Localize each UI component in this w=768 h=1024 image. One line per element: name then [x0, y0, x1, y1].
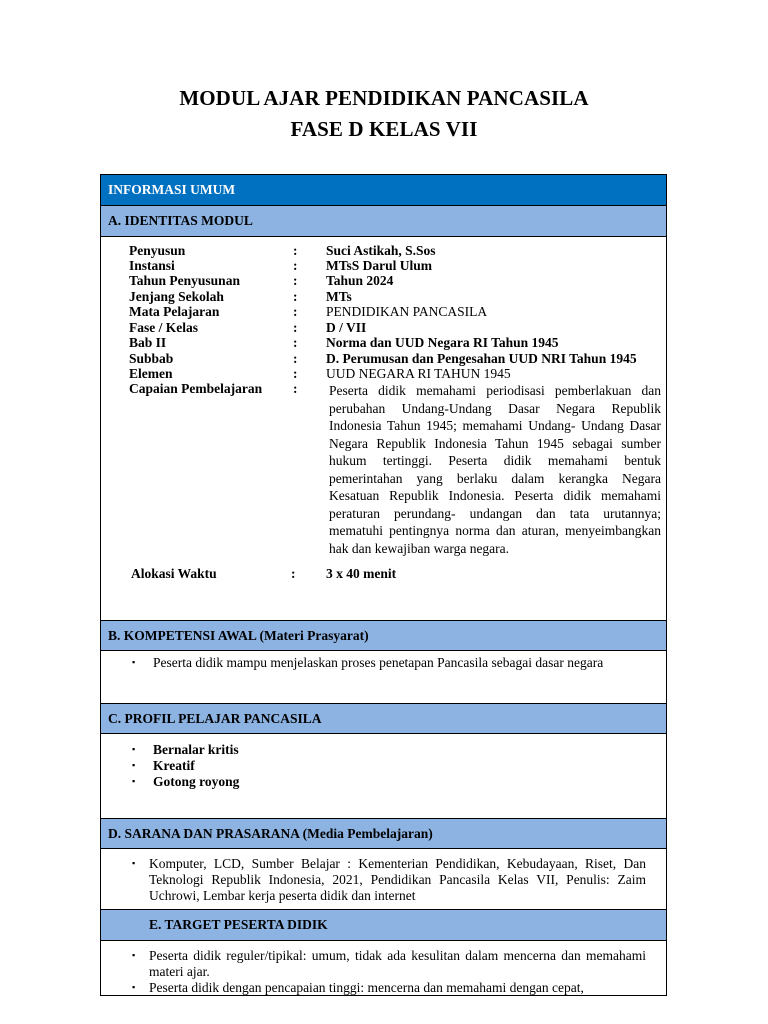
section-title: C. PROFIL PELAJAR PANCASILA: [108, 710, 322, 726]
identity-label: Capaian Pembelajaran: [129, 381, 263, 396]
module-table: [100, 174, 667, 996]
identity-value: D / VII: [326, 320, 367, 335]
identity-colon: :: [293, 258, 298, 273]
identity-colon: :: [291, 566, 296, 581]
section-header-informasi-umum: [101, 175, 666, 206]
identity-value: MTs: [326, 289, 352, 304]
section-header-sarana: [101, 818, 666, 849]
section-title: B. KOMPETENSI AWAL (Materi Prasyarat): [108, 627, 369, 643]
identity-label: Elemen: [129, 366, 173, 381]
list-item-text: Peserta didik reguler/tipikal: umum, tidak ada kesulitan dalam mencerna dan memahami materi ajar.: [149, 948, 646, 979]
list-item: [129, 980, 646, 996]
target-list: [129, 948, 646, 995]
identity-colon: :: [293, 335, 298, 350]
bullet-icon: ▪: [132, 950, 136, 960]
identity-label: Jenjang Sekolah: [129, 289, 224, 304]
section-title: E. TARGET PESERTA DIDIK: [149, 917, 328, 932]
list-item-text: Peserta didik mampu menjelaskan proses penetapan Pancasila sebagai dasar negara: [153, 655, 604, 670]
identity-value: MTsS Darul Ulum: [326, 258, 433, 273]
identity-label: Bab II: [129, 335, 167, 350]
identity-value: Tahun 2024: [326, 273, 394, 288]
identity-colon: :: [293, 304, 298, 319]
profil-list: [129, 742, 529, 789]
section-header-kompetensi: [101, 620, 666, 651]
identity-label: Subbab: [129, 351, 174, 366]
list-item-text: Peserta didik dengan pencapaian tinggi: mencerna dan memahami dengan cepat,: [149, 979, 584, 995]
list-item: [129, 774, 529, 790]
bullet-icon: ▪: [132, 657, 136, 667]
identity-label: Fase / Kelas: [129, 320, 198, 335]
identity-value: 3 x 40 menit: [326, 566, 397, 581]
section-header-profil: [101, 703, 666, 734]
bullet-icon: ▪: [132, 759, 136, 770]
bullet-icon: ▪: [132, 858, 136, 868]
section-title: A. IDENTITAS MODUL: [108, 213, 253, 228]
list-item: [129, 948, 646, 980]
list-item-text: Bernalar kritis: [153, 742, 239, 757]
identity-value: Norma dan UUD Negara RI Tahun 1945: [326, 335, 559, 350]
identity-value: PENDIDIKAN PANCASILA: [326, 304, 488, 319]
identity-value: Suci Astikah, S.Sos: [326, 243, 436, 258]
list-item: [129, 758, 529, 774]
document-subtitle: FASE D KELAS VII: [290, 117, 478, 141]
section-header-target: [101, 909, 666, 941]
section-title: INFORMASI UMUM: [108, 182, 236, 197]
list-item-text: Kreatif: [153, 757, 195, 773]
section-title: D. SARANA DAN PRASARANA (Media Pembelajaran): [108, 825, 433, 841]
identity-colon: :: [293, 351, 298, 366]
identity-value: D. Perumusan dan Pengesahan UUD NRI Tahun 1945: [326, 351, 637, 366]
document-title: MODUL AJAR PENDIDIKAN PANCASILA: [179, 86, 589, 110]
capaian-pembelajaran-text: Peserta didik memahami periodisasi pemberlakuan dan perubahan Undang-Undang Dasar Negara Republik Indonesia Tahun 1945; memahami Undang- Undang Dasar Negara Republik Indonesia Tahun 1945 sebagai sumber hukum tertinggi. Peserta didik memahami bentuk pemerintahan yang berlaku dalam kerangka Negara Kesatuan Republik Indonesia. Peserta didik memahami peraturan perundang- undangan dan tata urutannya; mematuhi pentingnya norma dan aturan, menyeimbangkan hak dan kewajiban warga negara.: [329, 383, 661, 556]
section-header-identitas: [101, 205, 666, 237]
list-item-text: Komputer, LCD, Sumber Belajar : Kementerian Pendidikan, Kebudayaan, Riset, Dan Teknologi Republik Indonesia, 2021, Pendidikan Pancasila Kelas VII, Penulis: Zaim Uchrowi, Lembar kerja peserta didik dan internet: [149, 856, 646, 903]
bullet-icon: ▪: [132, 775, 136, 786]
list-item: [129, 742, 529, 758]
identity-label: Mata Pelajaran: [129, 304, 220, 319]
identity-label: Instansi: [129, 258, 175, 273]
sarana-list: [129, 856, 646, 903]
identity-colon: :: [293, 243, 298, 258]
bullet-icon: ▪: [132, 981, 136, 992]
identity-label: Penyusun: [129, 243, 186, 258]
identity-colon: :: [293, 366, 298, 381]
list-item-text: Gotong royong: [153, 773, 240, 789]
list-item: [129, 655, 633, 671]
bullet-icon: ▪: [132, 744, 136, 754]
kompetensi-list: [129, 655, 633, 671]
identity-colon: :: [293, 273, 298, 288]
identity-label: Tahun Penyusunan: [129, 273, 240, 288]
identity-label: Alokasi Waktu: [131, 566, 217, 581]
identity-colon: :: [293, 320, 298, 335]
identity-colon: :: [293, 381, 298, 396]
identity-value: UUD NEGARA RI TAHUN 1945: [326, 366, 511, 381]
list-item: [129, 856, 646, 903]
identity-colon: :: [293, 289, 298, 304]
